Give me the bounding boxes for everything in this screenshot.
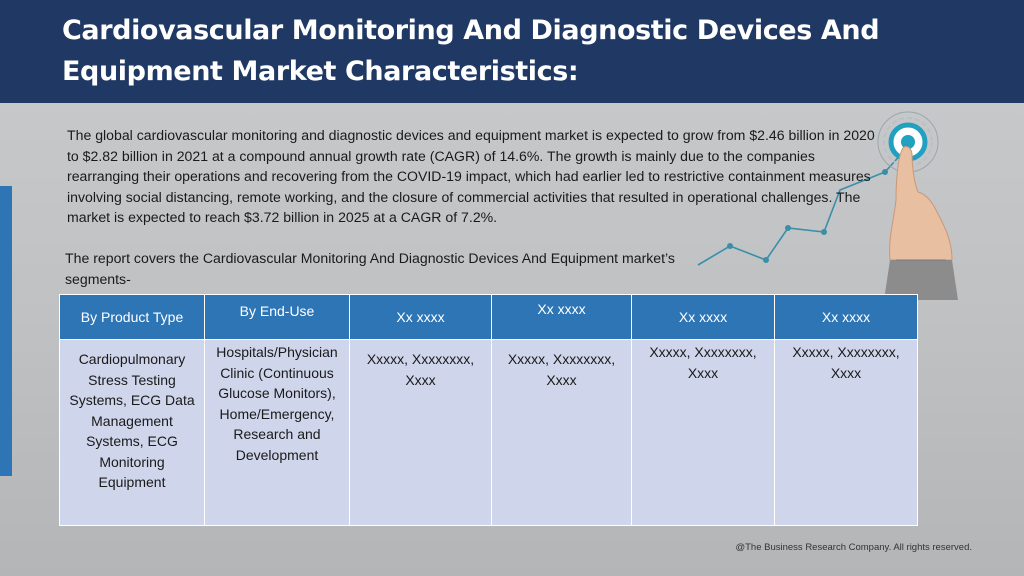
- column-header-placeholder: Xx xxxx: [350, 295, 492, 340]
- table-cell-placeholder: Xxxxx, Xxxxxxxx, Xxxx: [775, 340, 918, 526]
- column-header-placeholder: Xx xxxx: [775, 295, 918, 340]
- side-accent-bar: [0, 186, 12, 476]
- market-overview-paragraph: The global cardiovascular monitoring and diagnostic devices and equipment market is expected to grow from $2.46 billion in 2020 to $2.82 billion in 2021 at a compound annual growth rate (CAGR) of 14.6%. The growth is mainly due to the companies rearranging their operations and recovering from the COVID-19 impact, which had earlier led to restrictive containment measures involving social distancing, remote working, and the closure of commercial activities that resulted in operational challenges. The market is expected to reach $3.72 billion in 2025 at a CAGR of 7.2%.: [67, 127, 875, 225]
- column-header-end-use: By End-Use: [205, 295, 350, 340]
- table-header-row: [60, 295, 918, 340]
- table-cell-product-types: Cardiopulmonary Stress Testing Systems, ECG Data Management Systems, ECG Monitoring Equipment: [60, 340, 205, 526]
- page-title: Cardiovascular Monitoring And Diagnostic Devices And Equipment Market Characteristics:: [62, 15, 880, 87]
- table-cell-placeholder: Xxxxx, Xxxxxxxx, Xxxx: [632, 340, 775, 526]
- copyright-footer: @The Business Research Company. All rights reserved.: [735, 542, 972, 553]
- table-cell-placeholder: Xxxxx, Xxxxxxxx, Xxxx: [492, 340, 632, 526]
- table-cell-placeholder: Xxxxx, Xxxxxxxx, Xxxx: [350, 340, 492, 526]
- title-bar: [0, 0, 1024, 103]
- table-cell-end-uses: Hospitals/Physician Clinic (Continuous Glucose Monitors), Home/Emergency, Research and Development: [205, 340, 350, 526]
- column-header-placeholder: Xx xxxx: [492, 295, 632, 340]
- segments-intro-text: The report covers the Cardiovascular Monitoring And Diagnostic Devices And Equipment market’s segments-: [65, 250, 675, 287]
- column-header-placeholder: Xx xxxx: [632, 295, 775, 340]
- column-header-product-type: By Product Type: [60, 295, 205, 340]
- table-row: [60, 340, 918, 526]
- segments-table: [59, 294, 918, 526]
